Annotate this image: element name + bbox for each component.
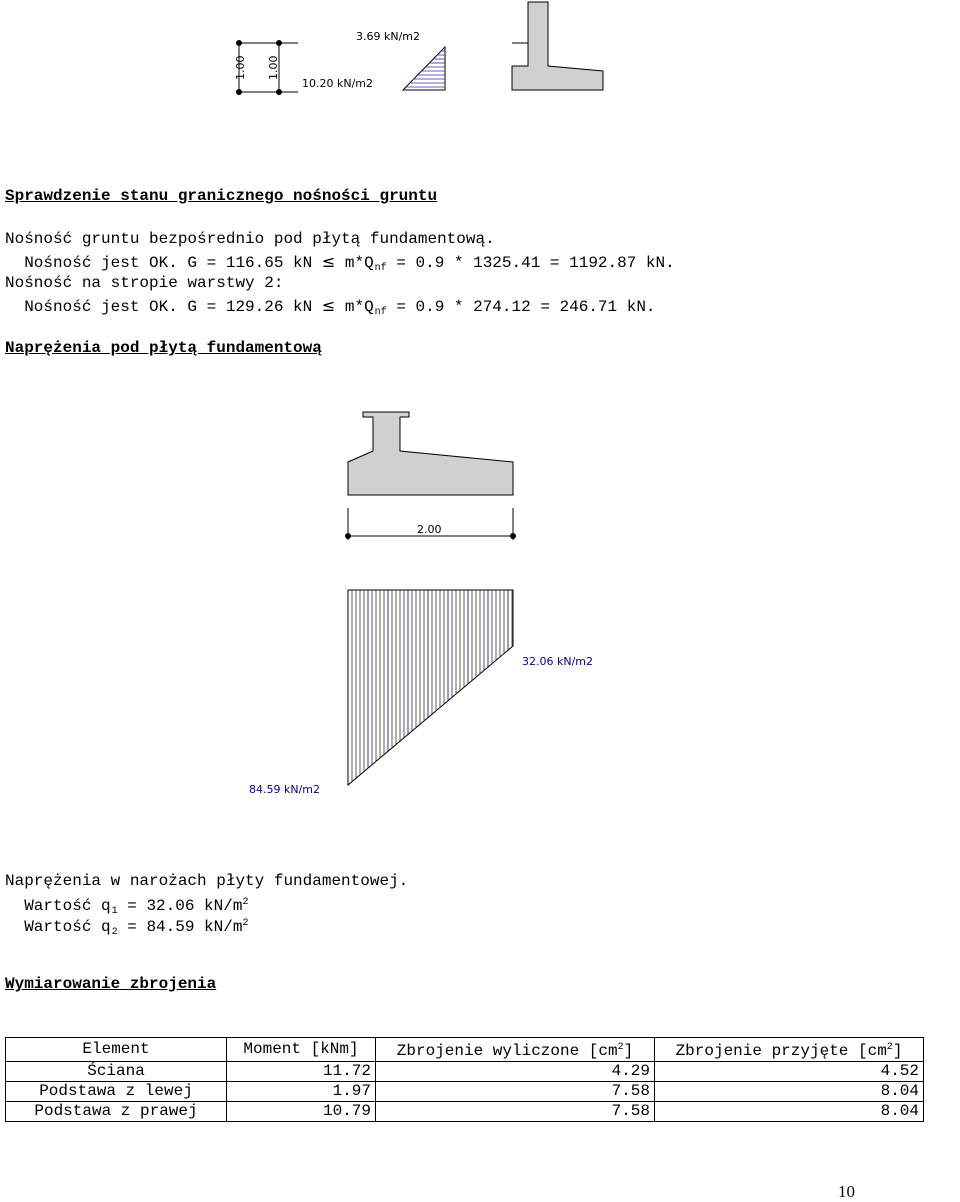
stress-q2: Wartość $q_2 = 84.59$ $kN/m^2$ [5, 918, 249, 938]
heading-stress: Naprężenia pod płytą fundamentową [5, 339, 322, 357]
heading-bearing: Sprawdzenie stanu granicznego nośności gruntu [5, 187, 438, 205]
cell-element: Ściana [6, 1062, 227, 1082]
heading-reinforcement: Wymiarowanie zbrojenia [5, 975, 217, 993]
cell-prov: 8.04 [655, 1082, 924, 1102]
bearing-line-1: Nośność gruntu bezpośrednio pod płytą fundamentową. [5, 230, 495, 248]
width-label: 2.00 [417, 523, 442, 536]
q-left-label: 84.59 kN/m2 [249, 783, 321, 796]
table-row [6, 1082, 924, 1102]
dim-right-label: 1.00 [267, 55, 280, 80]
dim-left-label: 1.00 [234, 55, 247, 80]
table-row [6, 1062, 924, 1082]
load-top-label: 3.69 kN/m2 [356, 30, 421, 43]
col-moment: Moment [kNm] [227, 1038, 376, 1062]
top-load-diagram [0, 0, 960, 110]
cell-moment: 11.72 [227, 1062, 376, 1082]
cell-calc: 7.58 [376, 1082, 655, 1102]
col-calc: Zbrojenie wyliczone $[cm^2]$ [376, 1038, 655, 1062]
cell-calc: 4.29 [376, 1062, 655, 1082]
earth-pressure-diagram [403, 47, 445, 90]
stress-diagram [0, 400, 960, 820]
bearing-line-2: Nośność jest OK. G = 116.65 kN ≤ $m*Q_{nf} = 0.9 * 1325.41 = 1192.87$ kN. [5, 252, 675, 274]
foundation-section [348, 412, 513, 495]
stress-q1: Wartość $q_1 = 32.06$ $kN/m^2$ [5, 897, 249, 917]
cell-element: Podstawa z prawej [6, 1102, 227, 1122]
reinforcement-table [5, 1037, 924, 1122]
bearing-line-4: Nośność jest OK. G = 129.26 kN ≤ $m*Q_{nf} = 0.9 * 274.12 = 246.71$ kN. [5, 296, 656, 318]
wall-section-small [512, 2, 603, 90]
col-prov: Zbrojenie przyjęte $[cm^2]$ [655, 1038, 924, 1062]
cell-calc: 7.58 [376, 1102, 655, 1122]
cell-moment: 1.97 [227, 1082, 376, 1102]
page-number: 10 [838, 1182, 855, 1201]
bearing-line-3: Nośność na stropie warstwy 2: [5, 274, 284, 292]
col-element: Element [6, 1038, 227, 1062]
cell-prov: 8.04 [655, 1102, 924, 1122]
table-header-row [6, 1038, 924, 1062]
q-right-label: 32.06 kN/m2 [522, 655, 594, 668]
cell-moment: 10.79 [227, 1102, 376, 1122]
cell-element: Podstawa z lewej [6, 1082, 227, 1102]
load-bottom-label: 10.20 kN/m2 [302, 77, 374, 90]
cell-prov: 4.52 [655, 1062, 924, 1082]
stress-line-1: Naprężenia w narożach płyty fundamentowej. [5, 872, 409, 890]
table-row [6, 1102, 924, 1122]
